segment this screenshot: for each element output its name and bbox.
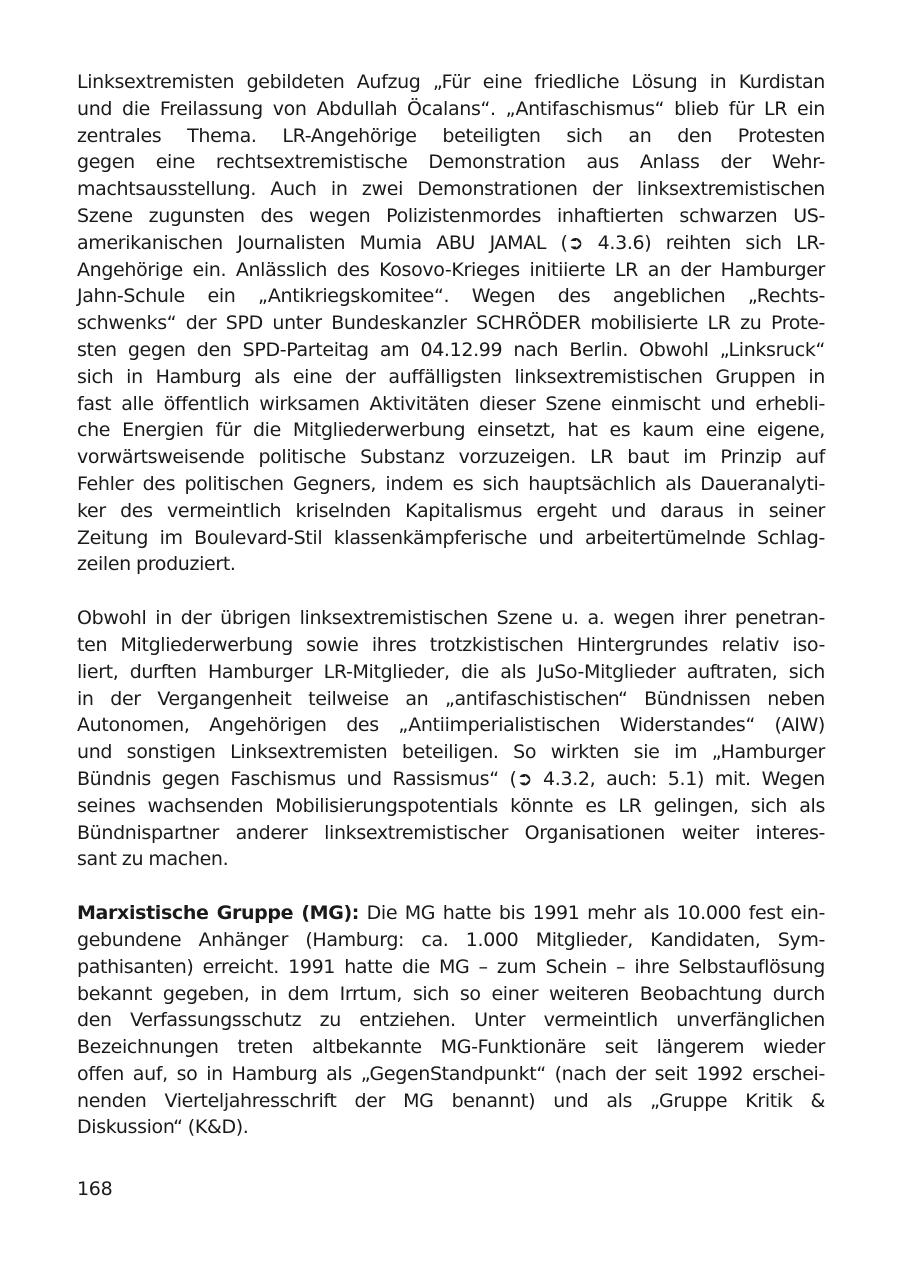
- page-body: [77, 69, 825, 1141]
- text-line: zeilen produziert.: [77, 553, 236, 576]
- text-line: nenden Vierteljahresschrift der MG benannt) und als „Gruppe Kritik &: [77, 1089, 825, 1112]
- text-line: und die Freilassung von Abdullah Öcalans“. „Antifaschismus“ blieb für LR ein: [77, 97, 825, 120]
- text-line: zentrales Thema. LR-Angehörige beteiligten sich an den Protesten: [77, 124, 825, 147]
- text-line: Szene zugunsten des wegen Polizistenmordes inhaftierten schwarzen US-: [77, 204, 825, 227]
- text-line: pathisanten) erreicht. 1991 hatte die MG – zum Schein – ihre Selbstauflösung: [77, 955, 825, 978]
- text-line: Linksextremisten gebildeten Aufzug „Für eine friedliche Lösung in Kurdistan: [77, 71, 825, 93]
- text-line: che Energien für die Mitgliederwerbung einsetzt, hat es kaum eine eigene,: [77, 419, 825, 442]
- text-line: Autonomen, Angehörigen des „Antiimperialistischen Widerstandes“ (AIW): [77, 714, 825, 737]
- text-line: Bündnispartner anderer linksextremistischer Organisationen weiter interes-: [77, 821, 825, 844]
- text-line: ten Mitgliederwerbung sowie ihres trotzkistischen Hintergrundes relativ iso-: [77, 633, 825, 656]
- text-line: Obwohl in der übrigen linksextremistischen Szene u. a. wegen ihrer penetran-: [77, 607, 825, 630]
- text-line: in der Vergangenheit teilweise an „antifaschistischen“ Bündnissen neben: [77, 687, 825, 710]
- text-line: gegen eine rechtsextremistische Demonstration aus Anlass der Wehr-: [77, 151, 825, 174]
- text-line: bekannt gegeben, in dem Irrtum, sich so einer weiteren Beobachtung durch: [77, 982, 825, 1005]
- text-line: Diskussion“ (K&D).: [77, 1116, 249, 1139]
- text-line: liert, durften Hamburger LR-Mitglieder, die als JuSo-Mitglieder auftraten, sich: [77, 660, 825, 683]
- text-line: sant zu machen.: [77, 848, 229, 871]
- text-line: Fehler des politischen Gegners, indem es sich hauptsächlich als Daueranalyti-: [77, 472, 825, 495]
- text-line: und sonstigen Linksextremisten beteiligen. So wirkten sie im „Hamburger: [77, 741, 825, 764]
- paragraph-gap: [77, 873, 825, 900]
- text-line: offen auf, so in Hamburg als „GegenStandpunkt“ (nach der seit 1992 erschei-: [77, 1062, 825, 1085]
- text-line: Angehörige ein. Anlässlich des Kosovo-Krieges initiierte LR an der Hamburger: [77, 258, 825, 281]
- section-heading: Marxistische Gruppe (MG):: [77, 902, 360, 925]
- text-line: Zeitung im Boulevard-Stil klassenkämpferische und arbeitertümelnde Schlag-: [77, 526, 825, 549]
- text-line: ker des vermeintlich kriselnden Kapitalismus ergeht und daraus in seiner: [77, 499, 825, 522]
- paragraph-linksruck: [77, 69, 825, 578]
- text-line: Jahn-Schule ein „Antikriegskomitee“. Wegen des angeblichen „Rechts-: [77, 285, 825, 308]
- paragraph-buendnisse: [77, 605, 825, 873]
- text-line: sich in Hamburg als eine der auffälligsten linksextremistischen Gruppen in: [77, 365, 825, 388]
- text-line: seines wachsenden Mobilisierungspotentials könnte es LR gelingen, sich als: [77, 794, 825, 817]
- text-line: sten gegen den SPD-Parteitag am 04.12.99 nach Berlin. Obwohl „Linksruck“: [77, 338, 825, 361]
- text-line: amerikanischen Journalisten Mumia ABU JAMAL (➲ 4.3.6) reihten sich LR-: [77, 231, 825, 254]
- text-line: machtsausstellung. Auch in zwei Demonstrationen der linksextremistischen: [77, 178, 825, 201]
- text-line: [77, 900, 825, 927]
- text-line: Bündnis gegen Faschismus und Rassismus“ (➲ 4.3.2, auch: 5.1) mit. Wegen: [77, 767, 825, 790]
- text-line: den Verfassungsschutz zu entziehen. Unter vermeintlich unverfänglichen: [77, 1009, 825, 1032]
- paragraph-marxistische-gruppe: [77, 900, 825, 1141]
- text-run: Die MG hatte bis 1991 mehr als 10.000 fest ein-: [359, 902, 825, 925]
- text-line: fast alle öffentlich wirksamen Aktivitäten dieser Szene einmischt und erhebli-: [77, 392, 825, 415]
- text-line: vorwärtsweisende politische Substanz vorzuzeigen. LR baut im Prinzip auf: [77, 446, 825, 469]
- page-number: 168: [77, 1178, 113, 1200]
- text-line: schwenks“ der SPD unter Bundeskanzler SCHRÖDER mobilisierte LR zu Prote-: [77, 312, 825, 335]
- paragraph-gap: [77, 578, 825, 605]
- text-line: gebundene Anhänger (Hamburg: ca. 1.000 Mitglieder, Kandidaten, Sym-: [77, 928, 825, 951]
- text-line: Bezeichnungen treten altbekannte MG-Funktionäre seit längerem wieder: [77, 1036, 825, 1059]
